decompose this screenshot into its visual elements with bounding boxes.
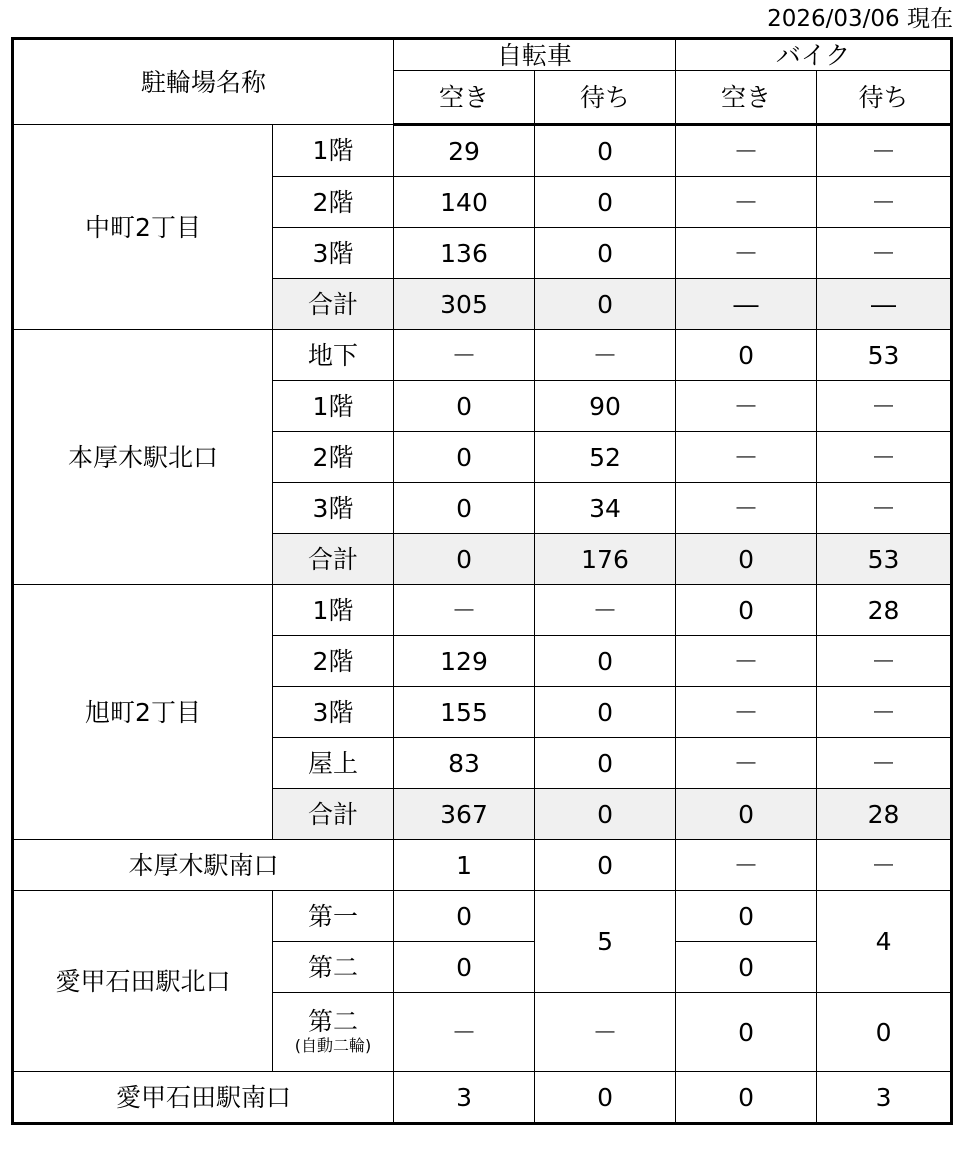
bicycle-vacant: 0 [394,534,535,585]
floor-label-sub: (自動二輪) [294,1035,372,1055]
motorbike-waiting: － [817,738,952,789]
motorbike-waiting: － [817,381,952,432]
floor-label: 2階 [273,177,394,228]
table-row [13,125,952,177]
floor-label: 第二 [273,942,394,993]
floor-label: 第一 [273,891,394,942]
bicycle-waiting: 0 [535,840,676,891]
header-bicycle-vacant: 空き [394,71,535,125]
floor-label: 合計 [273,789,394,840]
motorbike-waiting: 4 [817,891,952,993]
header-parking-name: 駐輪場名称 [13,39,394,125]
bicycle-vacant: 29 [394,125,535,177]
parking-name: 愛甲石田駅北口 [13,891,273,1072]
motorbike-waiting: 28 [817,585,952,636]
floor-label: 3階 [273,687,394,738]
parking-name: 中町2丁目 [13,125,273,330]
bicycle-waiting: 34 [535,483,676,534]
bicycle-waiting: － [535,330,676,381]
motorbike-vacant: 0 [676,585,817,636]
table-row [13,330,952,381]
motorbike-vacant: 0 [676,891,817,942]
header-bicycle-waiting: 待ち [535,71,676,125]
bicycle-waiting: 0 [535,177,676,228]
floor-label-main: 第二 [308,1007,359,1037]
motorbike-vacant: － [676,177,817,228]
motorbike-vacant: － [676,738,817,789]
parking-name: 本厚木駅南口 [13,840,394,891]
floor-label: 合計 [273,279,394,330]
bicycle-vacant: 136 [394,228,535,279]
floor-label: 1階 [273,381,394,432]
bicycle-waiting: 0 [535,687,676,738]
motorbike-vacant: － [676,483,817,534]
bicycle-waiting: 90 [535,381,676,432]
date-label: 2026/03/06 現在 [767,6,953,32]
bicycle-waiting: － [535,585,676,636]
floor-label: 1階 [273,585,394,636]
motorbike-vacant: 0 [676,330,817,381]
bicycle-vacant: 1 [394,840,535,891]
motorbike-waiting: － [817,228,952,279]
motorbike-waiting: ― [817,279,952,330]
bicycle-waiting: 5 [535,891,676,993]
motorbike-waiting: 3 [817,1072,952,1124]
motorbike-vacant: 0 [676,789,817,840]
bicycle-waiting: 0 [535,636,676,687]
bicycle-waiting: 0 [535,1072,676,1124]
motorbike-waiting: － [817,840,952,891]
motorbike-vacant: － [676,840,817,891]
motorbike-vacant: 0 [676,1072,817,1124]
bicycle-vacant: 367 [394,789,535,840]
bicycle-waiting: 0 [535,125,676,177]
motorbike-waiting: － [817,125,952,177]
header-motorbike: バイク [676,39,952,71]
motorbike-waiting: － [817,483,952,534]
motorbike-waiting: － [817,177,952,228]
motorbike-waiting: － [817,636,952,687]
motorbike-vacant: － [676,381,817,432]
bicycle-waiting: 176 [535,534,676,585]
bicycle-vacant: 0 [394,891,535,942]
motorbike-vacant: 0 [676,993,817,1072]
bicycle-vacant: － [394,585,535,636]
table-row [13,840,952,891]
bicycle-vacant: 0 [394,432,535,483]
floor-label: 3階 [273,228,394,279]
motorbike-waiting: 53 [817,330,952,381]
bicycle-vacant: 305 [394,279,535,330]
bicycle-vacant: 83 [394,738,535,789]
table-row [13,891,952,942]
floor-label: 3階 [273,483,394,534]
bicycle-vacant: 0 [394,942,535,993]
motorbike-vacant: － [676,687,817,738]
motorbike-waiting: － [817,432,952,483]
motorbike-waiting: 53 [817,534,952,585]
floor-label: 2階 [273,636,394,687]
bicycle-vacant: 3 [394,1072,535,1124]
floor-label: 合計 [273,534,394,585]
motorbike-waiting: － [817,687,952,738]
motorbike-waiting: 0 [817,993,952,1072]
bicycle-vacant: － [394,993,535,1072]
bicycle-parking-availability-table [11,37,953,1125]
table-row [13,585,952,636]
parking-name: 本厚木駅北口 [13,330,273,585]
bicycle-waiting: 0 [535,789,676,840]
bicycle-waiting: 0 [535,279,676,330]
floor-label: 屋上 [273,738,394,789]
motorbike-waiting: 28 [817,789,952,840]
bicycle-vacant: 155 [394,687,535,738]
motorbike-vacant: － [676,228,817,279]
motorbike-vacant: 0 [676,534,817,585]
bicycle-vacant: 0 [394,381,535,432]
floor-label: 地下 [273,330,394,381]
header-bicycle: 自転車 [394,39,676,71]
bicycle-vacant: － [394,330,535,381]
bicycle-waiting: 0 [535,738,676,789]
floor-label: 1階 [273,125,394,177]
bicycle-waiting: 0 [535,228,676,279]
motorbike-vacant: 0 [676,942,817,993]
bicycle-vacant: 0 [394,483,535,534]
motorbike-vacant: － [676,636,817,687]
parking-name: 愛甲石田駅南口 [13,1072,394,1124]
motorbike-vacant: ― [676,279,817,330]
header-motorbike-waiting: 待ち [817,71,952,125]
bicycle-waiting: － [535,993,676,1072]
table-row [13,1072,952,1124]
floor-label: 2階 [273,432,394,483]
parking-name: 旭町2丁目 [13,585,273,840]
motorbike-vacant: － [676,125,817,177]
floor-label [273,993,394,1072]
bicycle-vacant: 129 [394,636,535,687]
motorbike-vacant: － [676,432,817,483]
bicycle-vacant: 140 [394,177,535,228]
bicycle-waiting: 52 [535,432,676,483]
header-motorbike-vacant: 空き [676,71,817,125]
